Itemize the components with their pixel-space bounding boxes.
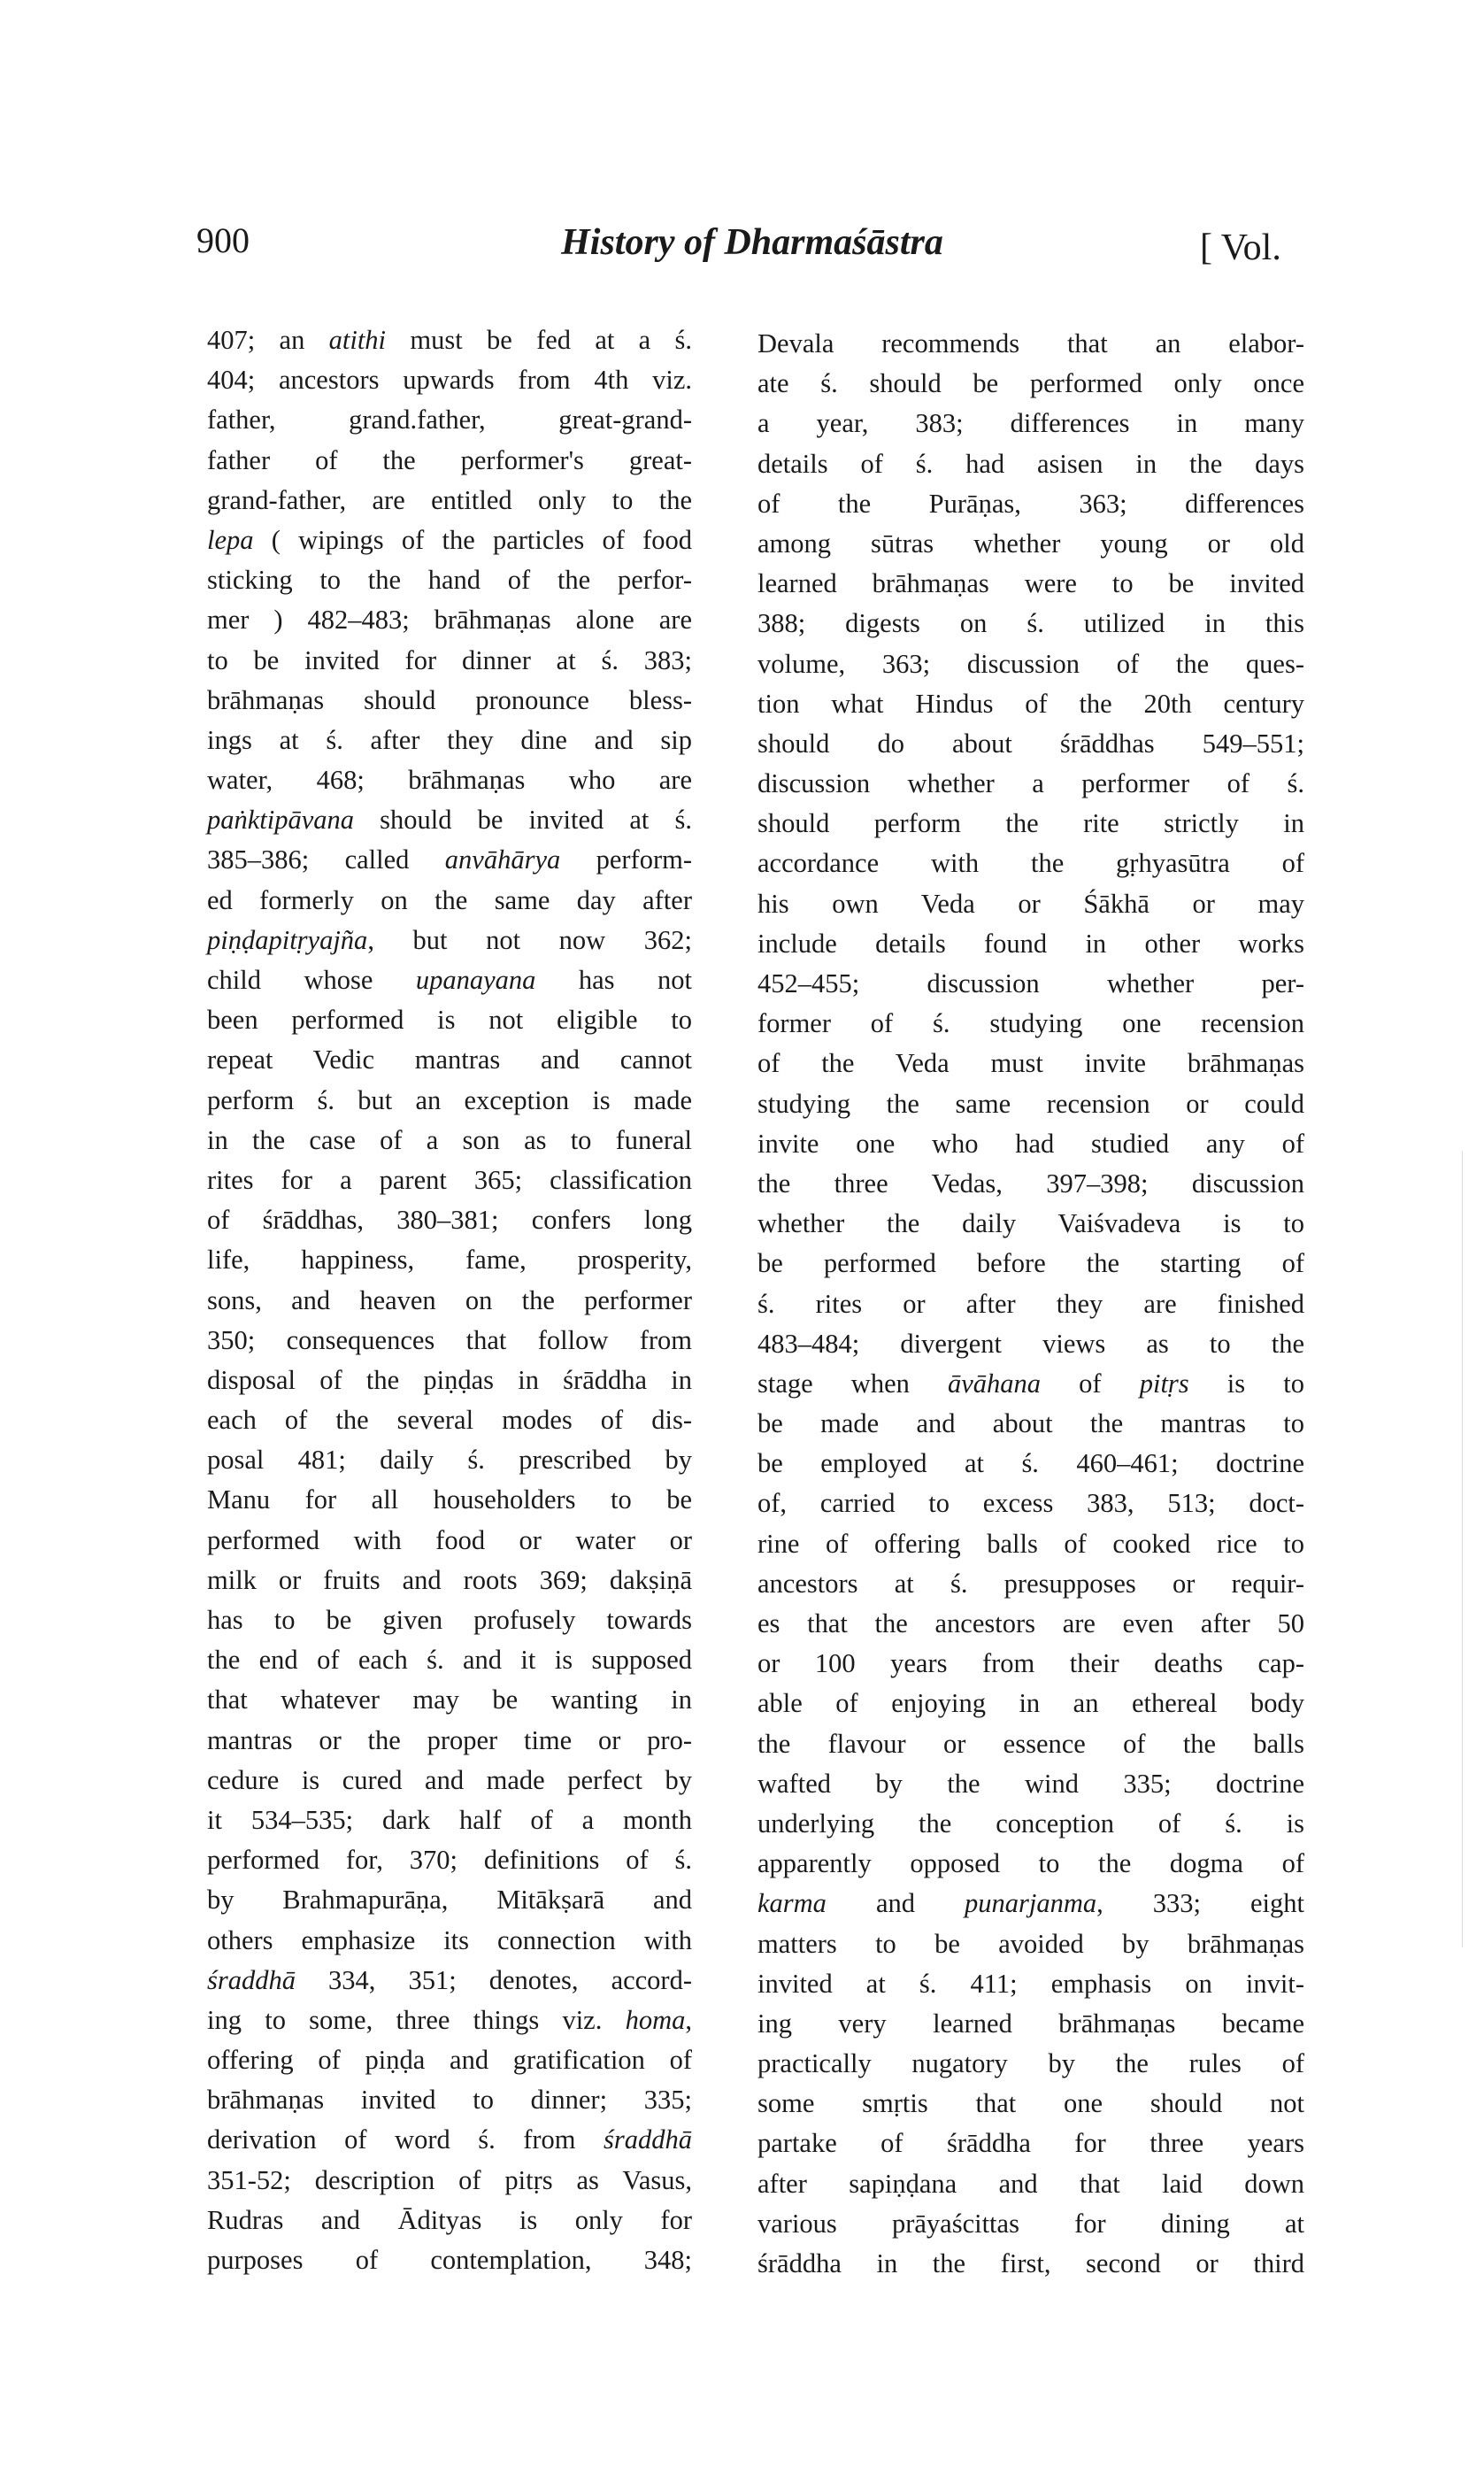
text-line: [757, 1244, 1304, 1284]
text-segment: 483–484; divergent views as to the: [757, 1328, 1304, 1359]
text-line: [757, 644, 1304, 684]
text-line: [757, 1964, 1304, 2004]
text-segment: , 333; eight: [1096, 1888, 1304, 1919]
text-segment: be performed before the starting of: [757, 1248, 1304, 1279]
text-line: [757, 1924, 1304, 1964]
text-line: [207, 2201, 692, 2240]
text-segment: of the Purāṇas, 363; differences: [757, 488, 1304, 519]
text-line: [207, 320, 692, 360]
text-segment: śrāddha in the first, second or third: [757, 2248, 1304, 2278]
italic-term: piṇḍapitṛyajña: [207, 924, 368, 955]
text-line: [207, 1000, 692, 1040]
text-segment: of: [1041, 1368, 1140, 1399]
text-segment: partake of śrāddha for three years: [757, 2128, 1304, 2159]
text-segment: 404; ancestors upwards from 4th viz.: [207, 365, 692, 396]
text-line: [207, 1440, 692, 1480]
text-line: [757, 1204, 1304, 1244]
text-line: [207, 641, 692, 681]
text-segment: sticking to the hand of the perfor-: [207, 565, 692, 596]
page-number: 900: [196, 220, 250, 260]
text-segment: ,: [685, 2004, 692, 2035]
text-segment: Manu for all householders to be: [207, 1484, 692, 1515]
text-line: [757, 1884, 1304, 1923]
text-segment: of, carried to excess 383, 513; doct-: [757, 1488, 1304, 1519]
text-line: [757, 2004, 1304, 2044]
text-line: [757, 324, 1304, 364]
text-segment: be employed at ś. 460–461; doctrine: [757, 1448, 1304, 1479]
text-line: [207, 1880, 692, 1920]
text-line: [757, 1404, 1304, 1444]
text-segment: , but not now 362;: [367, 924, 692, 955]
text-line: [757, 404, 1304, 443]
text-line: [207, 1561, 692, 1600]
text-line: [757, 764, 1304, 804]
text-line: [757, 684, 1304, 724]
text-line: [207, 600, 692, 640]
text-segment: the flavour or essence of the balls: [757, 1728, 1304, 1759]
text-segment: perform-: [560, 844, 692, 875]
text-line: [207, 2001, 692, 2040]
text-segment: child whose: [207, 965, 416, 995]
text-line: [757, 1604, 1304, 1644]
text-segment: Devala recommends that an elabor-: [757, 328, 1304, 358]
text-line: [757, 2084, 1304, 2124]
text-segment: ing to some, three things viz.: [207, 2004, 626, 2035]
text-segment: ancestors at ś. presupposes or requir-: [757, 1568, 1304, 1599]
text-segment: es that the ancestors are even after 50: [757, 1608, 1304, 1638]
text-segment: underlying the conception of ś. is: [757, 1808, 1304, 1839]
text-segment: some smṛtis that one should not: [757, 2088, 1304, 2119]
text-segment: grand-father, are entitled only to the: [207, 484, 692, 515]
text-segment: cedure is cured and made perfect by: [207, 1764, 692, 1795]
italic-term: homa: [625, 2004, 686, 2035]
text-line: [757, 924, 1304, 964]
text-line: [207, 681, 692, 721]
text-segment: perform ś. but an exception is made: [207, 1084, 692, 1115]
text-segment: brāhmaṇas invited to dinner; 335;: [207, 2085, 692, 2116]
text-line: [207, 400, 692, 440]
text-line: [207, 481, 692, 520]
text-segment: 388; digests on ś. utilized in this: [757, 608, 1304, 639]
text-segment: mer ) 482–483; brāhmaṇas alone are: [207, 605, 692, 636]
text-segment: various prāyaścittas for dining at: [757, 2208, 1304, 2239]
text-segment: matters to be avoided by brāhmaṇas: [757, 1928, 1304, 1959]
text-segment: in the case of a son as to funeral: [207, 1124, 692, 1155]
text-segment: invite one who had studied any of: [757, 1128, 1304, 1159]
text-segment: is to: [1188, 1368, 1304, 1399]
text-segment: brāhmaṇas should pronounce bless-: [207, 684, 692, 715]
text-line: [207, 1121, 692, 1160]
text-line: [207, 520, 692, 560]
text-line: [757, 1524, 1304, 1564]
text-line: [757, 724, 1304, 764]
text-line: [757, 844, 1304, 883]
italic-term: śraddhā: [207, 1964, 296, 1995]
text-segment: ate ś. should be performed only once: [757, 368, 1304, 399]
text-segment: stage when: [757, 1368, 948, 1399]
text-segment: ( wipings of the particles of food: [253, 524, 692, 555]
text-segment: ś. rites or after they are finished: [757, 1288, 1304, 1319]
text-line: [207, 441, 692, 481]
text-segment: 334, 351; denotes, accord-: [296, 1964, 692, 1995]
text-line: [207, 1040, 692, 1080]
text-line: [757, 484, 1304, 524]
text-segment: able of enjoying in an ethereal body: [757, 1688, 1304, 1719]
text-line: [757, 1444, 1304, 1484]
text-line: [207, 560, 692, 600]
text-line: [207, 1160, 692, 1200]
text-line: [207, 721, 692, 760]
text-line: [757, 2204, 1304, 2244]
italic-term: pitṛs: [1139, 1368, 1189, 1399]
running-title: History of Dharmaśāstra: [561, 222, 943, 263]
text-line: [757, 1004, 1304, 1044]
text-line: [207, 2040, 692, 2080]
page-edge-divider: [1462, 1151, 1463, 1947]
text-line: [207, 800, 692, 840]
text-segment: ings at ś. after they dine and sip: [207, 724, 692, 755]
text-segment: of śrāddhas, 380–381; confers long: [207, 1205, 692, 1236]
text-segment: performed for, 370; definitions of ś.: [207, 1845, 692, 1876]
text-line: [207, 921, 692, 960]
italic-term: lepa: [207, 524, 254, 555]
text-segment: purposes of contemplation, 348;: [207, 2245, 692, 2275]
text-line: [207, 840, 692, 880]
text-segment: apparently opposed to the dogma of: [757, 1848, 1304, 1879]
text-line: [757, 1164, 1304, 1204]
text-line: [757, 1804, 1304, 1844]
text-segment: must be fed at a ś.: [386, 325, 693, 355]
text-segment: life, happiness, fame, prosperity,: [207, 1245, 692, 1276]
text-segment: others emphasize its connection with: [207, 1924, 692, 1955]
text-line: [207, 960, 692, 1000]
volume-marker: [ Vol.: [1200, 227, 1281, 268]
text-line: [207, 881, 692, 921]
italic-term: paṅktipāvana: [207, 805, 355, 836]
text-line: [207, 1921, 692, 1961]
italic-term: upanayana: [415, 965, 536, 995]
text-segment: details of ś. had asisen in the days: [757, 448, 1304, 479]
text-segment: ing very learned brāhmaṇas became: [757, 2008, 1304, 2039]
text-line: [757, 1084, 1304, 1124]
text-segment: among sūtras whether young or old: [757, 528, 1304, 559]
text-line: [207, 1480, 692, 1520]
italic-term: punarjanma: [965, 1888, 1097, 1919]
text-line: [757, 1124, 1304, 1164]
text-line: [207, 1081, 692, 1121]
text-line: [207, 2240, 692, 2280]
text-line: [757, 1844, 1304, 1884]
text-segment: has not: [535, 965, 692, 995]
text-segment: a year, 383; differences in many: [757, 408, 1304, 439]
text-segment: repeat Vedic mantras and cannot: [207, 1045, 692, 1075]
text-segment: by Brahmapurāṇa, Mitākṣarā and: [207, 1885, 692, 1916]
text-segment: the three Vedas, 397–398; discussion: [757, 1168, 1304, 1199]
text-line: [757, 1764, 1304, 1804]
text-segment: should perform the rite strictly in: [757, 808, 1304, 839]
italic-term: śraddhā: [604, 2124, 692, 2155]
text-segment: discussion whether a performer of ś.: [757, 768, 1304, 799]
text-line: [207, 1600, 692, 1640]
text-segment: and: [826, 1888, 965, 1919]
text-line: [207, 1521, 692, 1561]
text-line: [757, 2164, 1304, 2204]
text-segment: father of the performer's great-: [207, 444, 692, 475]
text-segment: should do about śrāddhas 549–551;: [757, 728, 1304, 759]
text-segment: Rudras and Ādityas is only for: [207, 2204, 692, 2235]
text-segment: learned brāhmaṇas were to be invited: [757, 568, 1304, 599]
text-line: [757, 1644, 1304, 1684]
text-segment: rites for a parent 365; classification: [207, 1164, 692, 1195]
text-segment: 350; consequences that follow from: [207, 1324, 692, 1355]
text-segment: rine of offering balls of cooked rice to: [757, 1528, 1304, 1559]
text-segment: water, 468; brāhmaṇas who are: [207, 765, 692, 796]
text-line: [207, 1721, 692, 1761]
text-segment: studying the same recension or could: [757, 1088, 1304, 1119]
text-line: [207, 360, 692, 400]
text-segment: each of the several modes of dis-: [207, 1405, 692, 1436]
text-segment: his own Veda or Śākhā or may: [757, 888, 1304, 919]
text-line: [207, 760, 692, 800]
text-segment: derivation of word ś. from: [207, 2124, 604, 2155]
text-segment: disposal of the piṇḍas in śrāddha in: [207, 1364, 692, 1395]
text-line: [207, 1640, 692, 1680]
text-segment: 351-52; description of pitṛs as Vasus,: [207, 2164, 692, 2195]
text-line: [757, 884, 1304, 924]
text-segment: ed formerly on the same day after: [207, 884, 692, 915]
text-segment: performed with food or water or: [207, 1524, 692, 1555]
text-line: [757, 964, 1304, 1004]
text-segment: the end of each ś. and it is supposed: [207, 1645, 692, 1676]
text-segment: should be invited at ś.: [354, 805, 692, 836]
text-segment: milk or fruits and roots 369; dakṣiṇā: [207, 1564, 692, 1595]
text-line: [757, 604, 1304, 644]
text-line: [757, 1564, 1304, 1604]
text-line: [757, 1364, 1304, 1404]
text-segment: has to be given profusely towards: [207, 1605, 692, 1635]
text-line: [207, 1761, 692, 1800]
text-segment: volume, 363; discussion of the ques-: [757, 648, 1304, 679]
text-line: [757, 2044, 1304, 2084]
text-line: [207, 1321, 692, 1361]
text-segment: or 100 years from their deaths cap-: [757, 1648, 1304, 1679]
text-line: [757, 804, 1304, 844]
text-segment: former of ś. studying one recension: [757, 1008, 1304, 1039]
text-segment: accordance with the gṛhyasūtra of: [757, 848, 1304, 879]
text-line: [207, 1961, 692, 2001]
text-segment: invited at ś. 411; emphasis on invit-: [757, 1968, 1304, 1999]
text-segment: 385–386; called: [207, 844, 445, 875]
text-line: [207, 1680, 692, 1720]
text-line: [207, 1361, 692, 1400]
text-line: [757, 2244, 1304, 2284]
italic-term: āvāhana: [948, 1368, 1042, 1399]
text-segment: tion what Hindus of the 20th century: [757, 688, 1304, 719]
text-line: [757, 524, 1304, 564]
text-segment: after sapiṇḍana and that laid down: [757, 2168, 1304, 2199]
text-segment: been performed is not eligible to: [207, 1005, 692, 1036]
right-column: [757, 324, 1304, 2284]
text-line: [757, 364, 1304, 404]
text-segment: of the Veda must invite brāhmaṇas: [757, 1048, 1304, 1079]
text-line: [757, 1684, 1304, 1723]
text-line: [757, 1484, 1304, 1523]
text-line: [757, 1324, 1304, 1364]
text-segment: 452–455; discussion whether per-: [757, 968, 1304, 998]
text-line: [757, 1724, 1304, 1764]
text-segment: offering of piṇḍa and gratification of: [207, 2045, 692, 2076]
text-segment: include details found in other works: [757, 928, 1304, 959]
text-line: [757, 564, 1304, 604]
italic-term: karma: [757, 1888, 827, 1919]
italic-term: atithi: [328, 325, 387, 355]
text-segment: father, grand.father, great-grand-: [207, 405, 692, 436]
text-line: [207, 2161, 692, 2201]
text-line: [207, 1800, 692, 1840]
text-segment: sons, and heaven on the performer: [207, 1284, 692, 1315]
text-segment: posal 481; daily ś. prescribed by: [207, 1445, 692, 1476]
text-line: [757, 1284, 1304, 1324]
text-segment: 407; an: [207, 325, 329, 355]
text-line: [207, 1200, 692, 1240]
text-segment: to be invited for dinner at ś. 383;: [207, 644, 692, 675]
text-segment: wafted by the wind 335; doctrine: [757, 1768, 1304, 1799]
text-segment: it 534–535; dark half of a month: [207, 1804, 692, 1835]
text-line: [757, 2124, 1304, 2163]
text-segment: that whatever may be wanting in: [207, 1684, 692, 1715]
text-line: [207, 2120, 692, 2160]
text-line: [207, 1400, 692, 1440]
text-line: [207, 1240, 692, 1280]
italic-term: anvāhārya: [444, 844, 561, 875]
text-line: [207, 2080, 692, 2120]
text-segment: practically nugatory by the rules of: [757, 2048, 1304, 2079]
text-line: [757, 1044, 1304, 1083]
text-segment: be made and about the mantras to: [757, 1408, 1304, 1439]
text-line: [757, 444, 1304, 484]
text-line: [207, 1281, 692, 1321]
left-column: [207, 320, 692, 2280]
text-line: [207, 1840, 692, 1880]
text-segment: mantras or the proper time or pro-: [207, 1724, 692, 1755]
text-segment: whether the daily Vaiśvadeva is to: [757, 1208, 1304, 1239]
